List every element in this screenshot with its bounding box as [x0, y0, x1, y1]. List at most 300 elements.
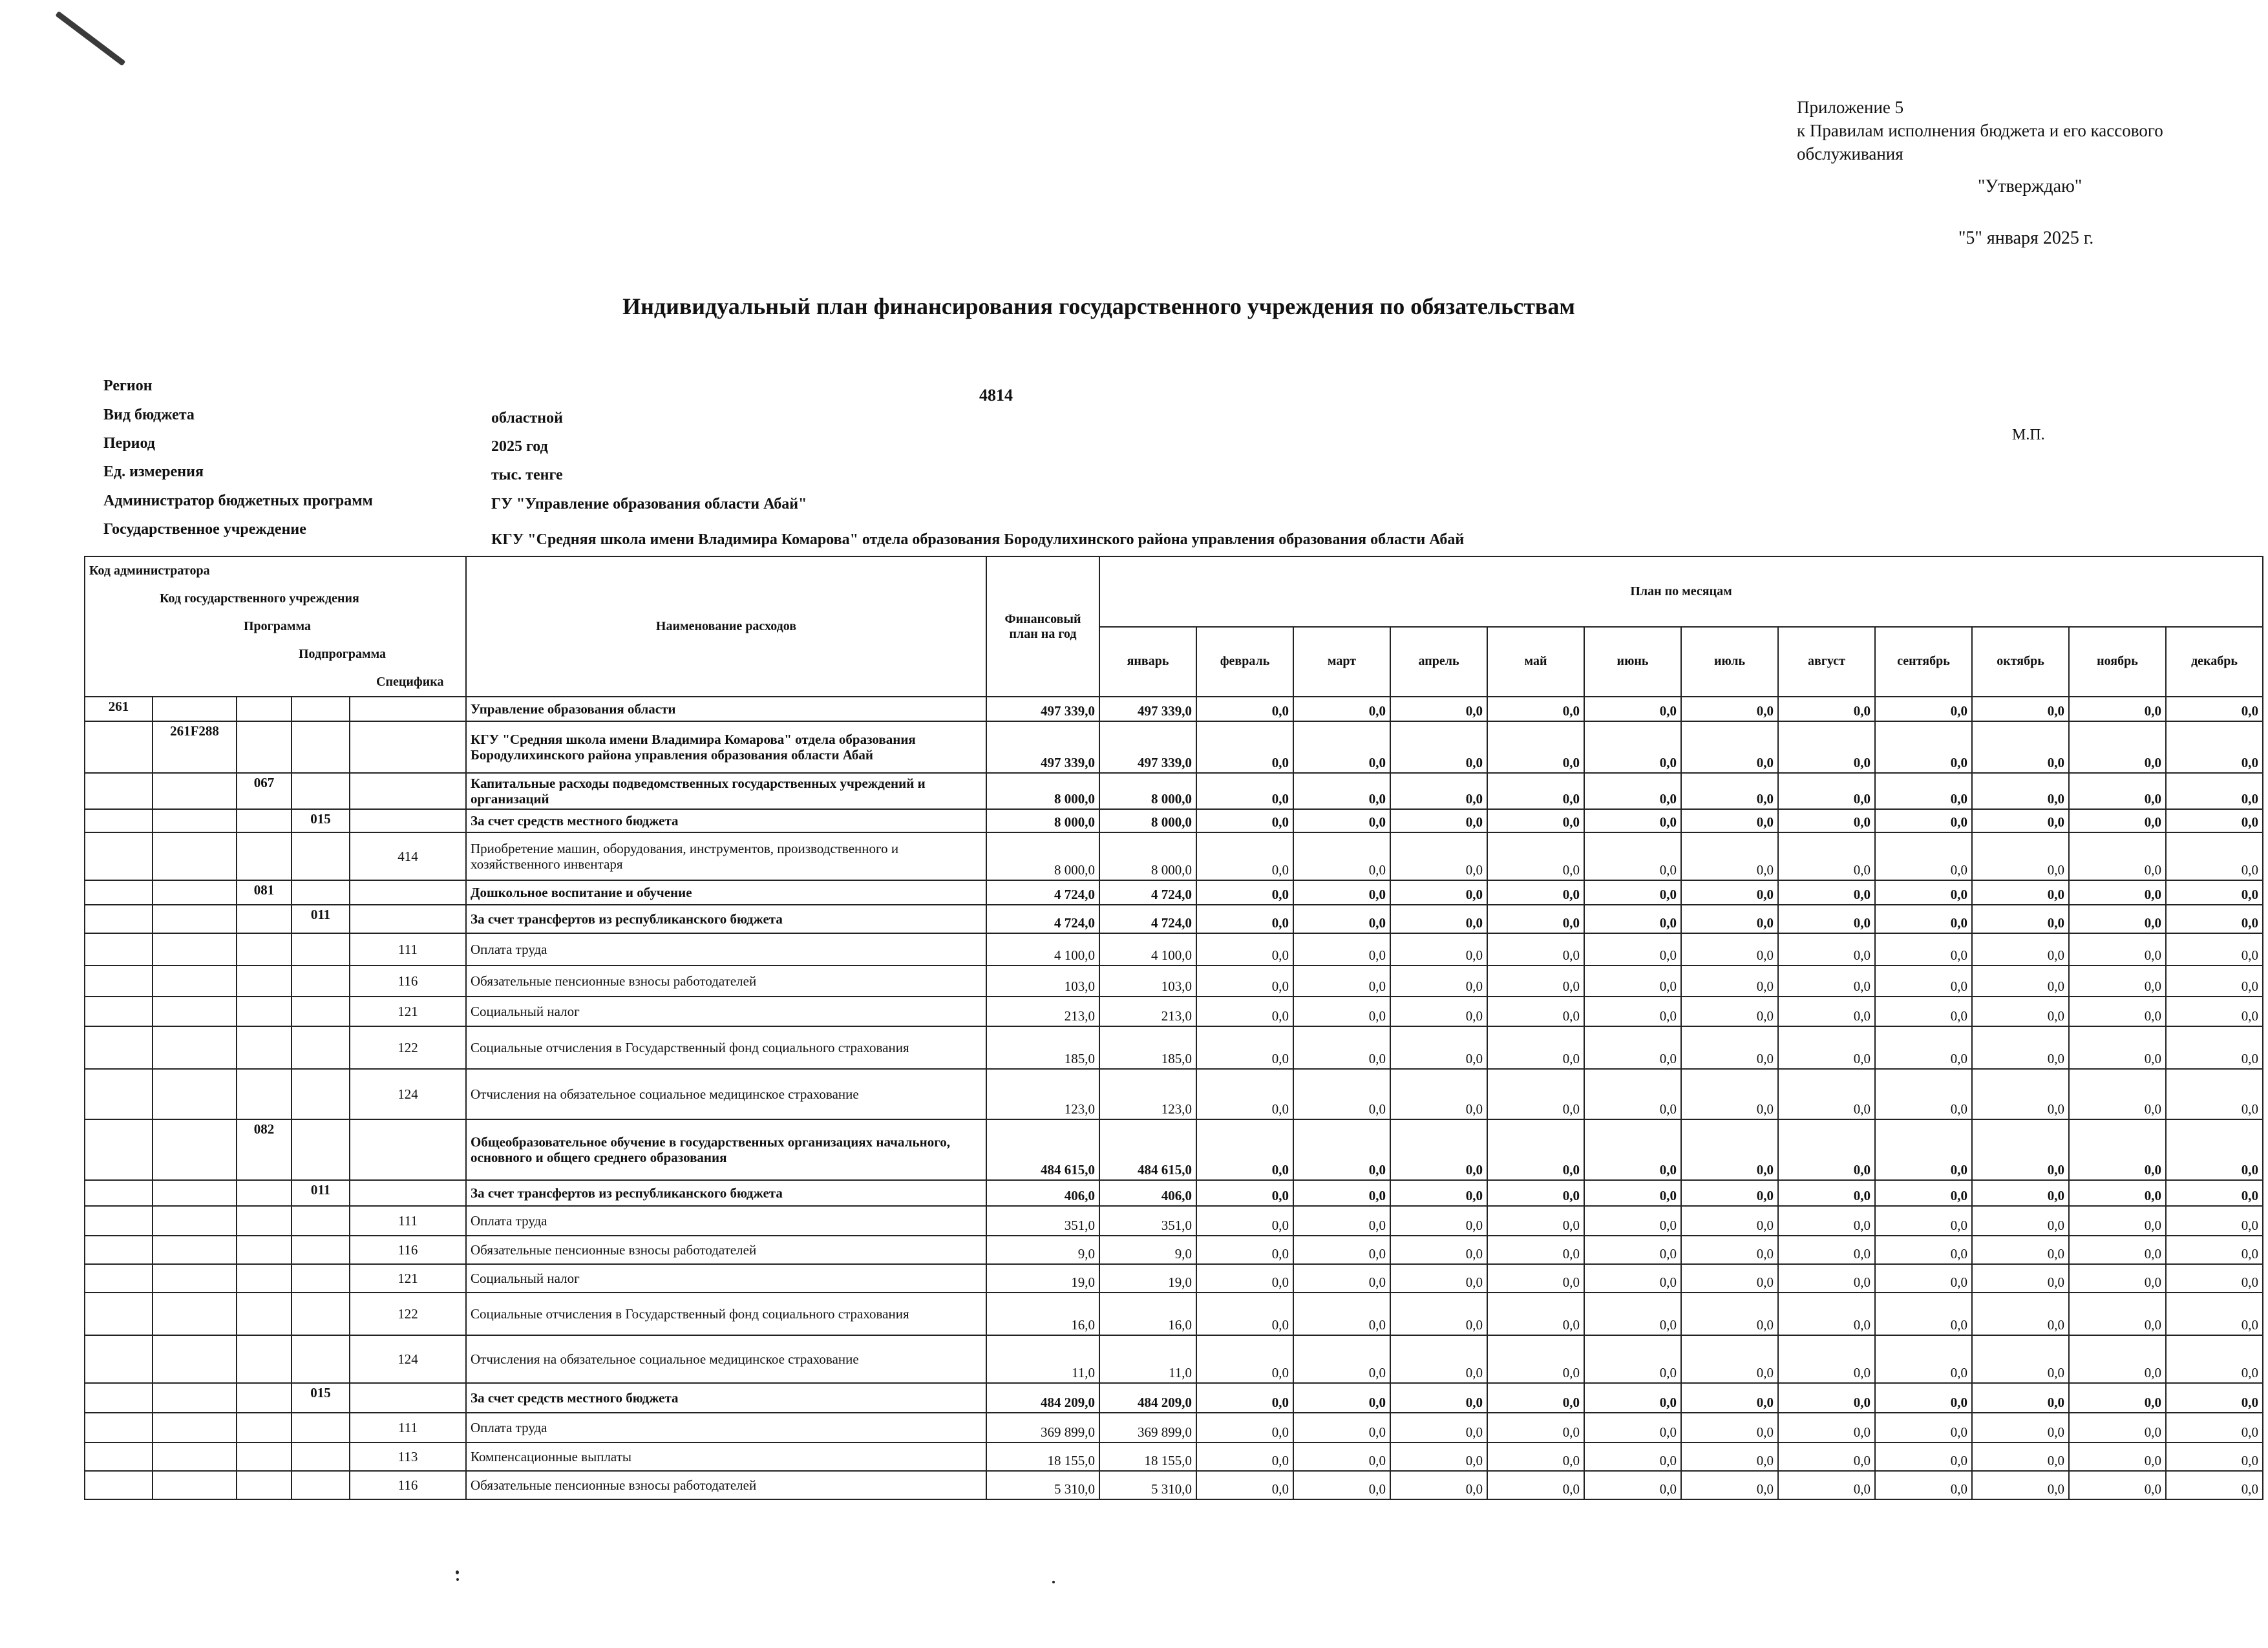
month-value: 0,0	[1778, 1264, 1875, 1293]
month-value-january: 5 310,0	[1099, 1471, 1196, 1499]
institution-code	[153, 1180, 237, 1206]
month-value: 0,0	[1196, 697, 1293, 721]
monthly-plan-header: План по месяцам	[1099, 556, 2263, 627]
month-value: 0,0	[1487, 1026, 1584, 1069]
month-value: 0,0	[1390, 1026, 1487, 1069]
month-value: 0,0	[1972, 721, 2069, 773]
month-value: 0,0	[1875, 1293, 1972, 1335]
institution-code	[153, 966, 237, 997]
month-value: 0,0	[2166, 905, 2263, 933]
month-value: 0,0	[1972, 1335, 2069, 1383]
month-value: 0,0	[1681, 905, 1778, 933]
month-value: 0,0	[1778, 832, 1875, 880]
month-value: 0,0	[1778, 697, 1875, 721]
month-value: 0,0	[2069, 1026, 2166, 1069]
unit-label: Ед. измерения	[103, 463, 204, 480]
institution-code	[153, 1383, 237, 1413]
month-header: август	[1778, 627, 1875, 697]
subprogram-code	[291, 1069, 350, 1119]
month-value: 0,0	[1681, 1236, 1778, 1264]
month-value: 0,0	[2166, 1413, 2263, 1442]
spec-code: 111	[350, 933, 466, 966]
month-value: 0,0	[2069, 933, 2166, 966]
month-value: 0,0	[1487, 1180, 1584, 1206]
month-value: 0,0	[1196, 1413, 1293, 1442]
annual-plan-value: 9,0	[986, 1236, 1099, 1264]
month-value: 0,0	[2166, 933, 2263, 966]
month-value: 0,0	[1875, 697, 1972, 721]
month-value: 0,0	[1390, 1335, 1487, 1383]
stamp-place: М.П.	[2012, 427, 2045, 443]
month-value: 0,0	[1778, 1026, 1875, 1069]
month-value: 0,0	[1293, 1236, 1390, 1264]
month-value: 0,0	[1584, 1442, 1681, 1471]
annual-plan-value: 8 000,0	[986, 832, 1099, 880]
month-value: 0,0	[1875, 880, 1972, 905]
institution-code	[153, 905, 237, 933]
month-value: 0,0	[1293, 1335, 1390, 1383]
table-row	[85, 933, 2263, 966]
annual-plan-value: 4 724,0	[986, 880, 1099, 905]
month-value: 0,0	[1390, 1442, 1487, 1471]
month-value: 0,0	[1972, 1413, 2069, 1442]
table-row	[85, 1293, 2263, 1335]
month-header: июнь	[1584, 627, 1681, 697]
month-value: 0,0	[1778, 933, 1875, 966]
month-value: 0,0	[1972, 1119, 2069, 1180]
month-value: 0,0	[1778, 809, 1875, 832]
spec-code	[350, 1383, 466, 1413]
subprogram-code	[291, 832, 350, 880]
month-value-january: 185,0	[1099, 1026, 1196, 1069]
table-row	[85, 809, 2263, 832]
table-row	[85, 1335, 2263, 1383]
month-value: 0,0	[1293, 1206, 1390, 1236]
month-value: 0,0	[1390, 1206, 1487, 1236]
month-value: 0,0	[2069, 1069, 2166, 1119]
spec-code	[350, 880, 466, 905]
month-value: 0,0	[1972, 809, 2069, 832]
institution-code	[153, 1026, 237, 1069]
month-value: 0,0	[1487, 1069, 1584, 1119]
annual-plan-value: 484 615,0	[986, 1119, 1099, 1180]
program-code	[237, 933, 291, 966]
table-row	[85, 721, 2263, 773]
month-value: 0,0	[1487, 933, 1584, 966]
month-value: 0,0	[1875, 1026, 1972, 1069]
month-value: 0,0	[2069, 1119, 2166, 1180]
month-value: 0,0	[1972, 905, 2069, 933]
month-value: 0,0	[2166, 1236, 2263, 1264]
appendix-note	[1797, 96, 2249, 165]
annual-plan-value: 123,0	[986, 1069, 1099, 1119]
month-value: 0,0	[1972, 773, 2069, 809]
month-value: 0,0	[1196, 880, 1293, 905]
admin-value: ГУ "Управление образования области Абай"	[491, 496, 807, 512]
expense-name: Социальный налог	[466, 997, 986, 1026]
month-value: 0,0	[1196, 933, 1293, 966]
month-value: 0,0	[1390, 721, 1487, 773]
subprogram-code	[291, 1471, 350, 1499]
spec-code: 116	[350, 966, 466, 997]
month-value: 0,0	[1196, 966, 1293, 997]
expense-name: Приобретение машин, оборудования, инструментов, производственного и хозяйственного инвентаря	[466, 832, 986, 880]
month-header: январь	[1099, 627, 1196, 697]
subprogram-code	[291, 966, 350, 997]
period-label: Период	[103, 435, 155, 452]
month-value: 0,0	[1875, 1206, 1972, 1236]
spec-code: 116	[350, 1471, 466, 1499]
month-value: 0,0	[2069, 880, 2166, 905]
program-code	[237, 1069, 291, 1119]
code-subprogram-header: Подпрограмма	[299, 647, 387, 661]
expense-name: Обязательные пенсионные взносы работодателей	[466, 966, 986, 997]
admin-code	[85, 721, 153, 773]
spec-code: 121	[350, 997, 466, 1026]
month-value: 0,0	[1584, 697, 1681, 721]
month-value: 0,0	[1487, 832, 1584, 880]
month-header: октябрь	[1972, 627, 2069, 697]
program-code	[237, 1236, 291, 1264]
month-value: 0,0	[2166, 1442, 2263, 1471]
month-value: 0,0	[2166, 832, 2263, 880]
annual-plan-value: 11,0	[986, 1335, 1099, 1383]
admin-code	[85, 1026, 153, 1069]
expense-name: Социальный налог	[466, 1264, 986, 1293]
month-value: 0,0	[1487, 1442, 1584, 1471]
month-value-january: 369 899,0	[1099, 1413, 1196, 1442]
month-value: 0,0	[1293, 773, 1390, 809]
subprogram-code	[291, 1236, 350, 1264]
institution-code	[153, 880, 237, 905]
table-row	[85, 880, 2263, 905]
month-value: 0,0	[1778, 1293, 1875, 1335]
month-value: 0,0	[1875, 997, 1972, 1026]
month-value: 0,0	[1196, 832, 1293, 880]
expense-name: КГУ "Средняя школа имени Владимира Комарова" отдела образования Бородулихинского района управления образования области Абай	[466, 721, 986, 773]
subprogram-code	[291, 933, 350, 966]
code-program-header: Программа	[244, 619, 311, 633]
month-value: 0,0	[1390, 880, 1487, 905]
expense-name: Капитальные расходы подведомственных государственных учреждений и организаций	[466, 773, 986, 809]
month-header: март	[1293, 627, 1390, 697]
month-value: 0,0	[1584, 1293, 1681, 1335]
month-value: 0,0	[1584, 773, 1681, 809]
month-value: 0,0	[1875, 1119, 1972, 1180]
month-value: 0,0	[1972, 1442, 2069, 1471]
month-value: 0,0	[1681, 1026, 1778, 1069]
month-value: 0,0	[1778, 1180, 1875, 1206]
month-value: 0,0	[1681, 1069, 1778, 1119]
expense-name: Обязательные пенсионные взносы работодателей	[466, 1236, 986, 1264]
month-value: 0,0	[1778, 1471, 1875, 1499]
month-value-january: 11,0	[1099, 1335, 1196, 1383]
admin-code	[85, 1442, 153, 1471]
month-value-january: 484 615,0	[1099, 1119, 1196, 1180]
institution-code	[153, 809, 237, 832]
month-value: 0,0	[1681, 1471, 1778, 1499]
month-value: 0,0	[1293, 697, 1390, 721]
table-row	[85, 1471, 2263, 1499]
scan-speck	[1052, 1581, 1055, 1583]
admin-code	[85, 1413, 153, 1442]
month-header: май	[1487, 627, 1584, 697]
month-value: 0,0	[2069, 773, 2166, 809]
admin-code	[85, 809, 153, 832]
subprogram-code	[291, 721, 350, 773]
expense-name: Отчисления на обязательное социальное медицинское страхование	[466, 1069, 986, 1119]
month-value: 0,0	[1681, 966, 1778, 997]
program-code: 082	[237, 1119, 291, 1180]
month-value: 0,0	[1390, 997, 1487, 1026]
institution-code	[153, 1264, 237, 1293]
name-header: Наименование расходов	[466, 556, 986, 697]
month-value: 0,0	[1293, 1471, 1390, 1499]
month-value: 0,0	[1487, 697, 1584, 721]
month-value: 0,0	[1487, 966, 1584, 997]
institution-code	[153, 997, 237, 1026]
month-value: 0,0	[1584, 1471, 1681, 1499]
spec-code	[350, 773, 466, 809]
month-value: 0,0	[1487, 809, 1584, 832]
spec-code	[350, 905, 466, 933]
institution-code	[153, 1471, 237, 1499]
month-value-january: 8 000,0	[1099, 809, 1196, 832]
spec-code: 113	[350, 1442, 466, 1471]
program-code	[237, 809, 291, 832]
month-value: 0,0	[1196, 997, 1293, 1026]
month-value: 0,0	[1681, 773, 1778, 809]
month-value: 0,0	[1584, 809, 1681, 832]
subprogram-code	[291, 773, 350, 809]
month-value: 0,0	[1875, 809, 1972, 832]
month-value: 0,0	[1681, 1264, 1778, 1293]
month-value: 0,0	[1487, 1413, 1584, 1442]
spec-code: 414	[350, 832, 466, 880]
program-code	[237, 966, 291, 997]
spec-code: 116	[350, 1236, 466, 1264]
expense-name: Социальные отчисления в Государственный фонд социального страхования	[466, 1293, 986, 1335]
subprogram-code	[291, 697, 350, 721]
month-value: 0,0	[1293, 880, 1390, 905]
annual-plan-value: 213,0	[986, 997, 1099, 1026]
annual-plan-value: 351,0	[986, 1206, 1099, 1236]
month-value: 0,0	[2069, 905, 2166, 933]
month-value: 0,0	[1875, 1442, 1972, 1471]
code-institution-header: Код государственного учреждения	[160, 591, 359, 606]
table-row	[85, 832, 2263, 880]
spec-code: 122	[350, 1026, 466, 1069]
month-value: 0,0	[2166, 773, 2263, 809]
admin-code	[85, 905, 153, 933]
month-value: 0,0	[1681, 832, 1778, 880]
month-value: 0,0	[2069, 721, 2166, 773]
program-code	[237, 997, 291, 1026]
month-value: 0,0	[1293, 1264, 1390, 1293]
month-value: 0,0	[2069, 809, 2166, 832]
month-value: 0,0	[2069, 832, 2166, 880]
scan-speck	[456, 1578, 459, 1581]
month-value: 0,0	[2166, 966, 2263, 997]
admin-code	[85, 966, 153, 997]
institution-code	[153, 773, 237, 809]
program-code	[237, 832, 291, 880]
spec-code	[350, 697, 466, 721]
spec-code: 111	[350, 1206, 466, 1236]
table-row	[85, 966, 2263, 997]
month-value: 0,0	[1584, 997, 1681, 1026]
program-code	[237, 1180, 291, 1206]
month-value: 0,0	[1196, 1236, 1293, 1264]
expense-name: Обязательные пенсионные взносы работодателей	[466, 1471, 986, 1499]
subprogram-code	[291, 1442, 350, 1471]
expense-name: Оплата труда	[466, 933, 986, 966]
program-code	[237, 1383, 291, 1413]
month-value: 0,0	[1196, 1069, 1293, 1119]
month-value: 0,0	[1487, 997, 1584, 1026]
month-value: 0,0	[1584, 1264, 1681, 1293]
month-value: 0,0	[2166, 1293, 2263, 1335]
annual-plan-value: 185,0	[986, 1026, 1099, 1069]
month-value: 0,0	[1875, 1180, 1972, 1206]
institution-code	[153, 1069, 237, 1119]
month-header: апрель	[1390, 627, 1487, 697]
month-value: 0,0	[1196, 1442, 1293, 1471]
month-value: 0,0	[1293, 832, 1390, 880]
month-value: 0,0	[1778, 1335, 1875, 1383]
month-value: 0,0	[1972, 1026, 2069, 1069]
month-value: 0,0	[1196, 773, 1293, 809]
month-value: 0,0	[1390, 1236, 1487, 1264]
subprogram-code: 015	[291, 1383, 350, 1413]
month-value: 0,0	[1875, 1069, 1972, 1119]
month-value: 0,0	[1487, 905, 1584, 933]
institution-code	[153, 1413, 237, 1442]
month-value: 0,0	[1875, 1236, 1972, 1264]
month-value: 0,0	[1584, 721, 1681, 773]
month-value: 0,0	[1875, 773, 1972, 809]
month-value: 0,0	[1778, 1206, 1875, 1236]
month-value: 0,0	[1972, 1471, 2069, 1499]
admin-code	[85, 997, 153, 1026]
code-admin-header: Код администратора	[89, 564, 210, 578]
month-value: 0,0	[1487, 721, 1584, 773]
expense-name: За счет трансфертов из республиканского бюджета	[466, 905, 986, 933]
annual-plan-value: 8 000,0	[986, 809, 1099, 832]
program-code	[237, 697, 291, 721]
program-code	[237, 1442, 291, 1471]
annual-plan-value: 18 155,0	[986, 1442, 1099, 1471]
expense-name: За счет средств местного бюджета	[466, 1383, 986, 1413]
month-value: 0,0	[1972, 1383, 2069, 1413]
month-value: 0,0	[1487, 773, 1584, 809]
fin-plan-header: Финансовый план на год	[986, 556, 1099, 697]
annual-plan-value: 369 899,0	[986, 1413, 1099, 1442]
month-value: 0,0	[2166, 1026, 2263, 1069]
month-value: 0,0	[1196, 1026, 1293, 1069]
table-row	[85, 773, 2263, 809]
month-value: 0,0	[1390, 933, 1487, 966]
month-value: 0,0	[1584, 880, 1681, 905]
program-code	[237, 1293, 291, 1335]
month-value: 0,0	[1584, 1119, 1681, 1180]
month-value: 0,0	[1487, 1264, 1584, 1293]
month-value: 0,0	[1681, 1442, 1778, 1471]
institution-code	[153, 1293, 237, 1335]
expense-name: Дошкольное воспитание и обучение	[466, 880, 986, 905]
approve-date: "5" января 2025 г.	[1958, 228, 2094, 248]
admin-code	[85, 1119, 153, 1180]
annual-plan-value: 497 339,0	[986, 721, 1099, 773]
month-value: 0,0	[1972, 697, 2069, 721]
subprogram-code	[291, 1119, 350, 1180]
month-value: 0,0	[1390, 1264, 1487, 1293]
month-value: 0,0	[1487, 1119, 1584, 1180]
institution-code	[153, 832, 237, 880]
approve-label: "Утверждаю"	[1978, 176, 2083, 196]
month-value: 0,0	[1196, 1180, 1293, 1206]
month-value: 0,0	[2069, 1236, 2166, 1264]
subprogram-code	[291, 1413, 350, 1442]
month-value: 0,0	[1390, 832, 1487, 880]
subprogram-code	[291, 1206, 350, 1236]
month-value: 0,0	[1972, 1069, 2069, 1119]
month-value-january: 123,0	[1099, 1069, 1196, 1119]
month-value: 0,0	[1584, 1180, 1681, 1206]
table-row	[85, 1206, 2263, 1236]
annual-plan-value: 8 000,0	[986, 773, 1099, 809]
month-value: 0,0	[1293, 1026, 1390, 1069]
spec-code: 121	[350, 1264, 466, 1293]
month-value: 0,0	[1972, 966, 2069, 997]
expense-name: Компенсационные выплаты	[466, 1442, 986, 1471]
program-code	[237, 1206, 291, 1236]
month-value-january: 4 724,0	[1099, 905, 1196, 933]
month-value: 0,0	[2069, 1471, 2166, 1499]
month-value: 0,0	[1681, 1335, 1778, 1383]
expense-name: За счет трансфертов из республиканского бюджета	[466, 1180, 986, 1206]
month-value: 0,0	[1875, 1335, 1972, 1383]
month-value: 0,0	[2166, 880, 2263, 905]
region-label: Регион	[103, 377, 153, 394]
month-value: 0,0	[1390, 966, 1487, 997]
month-value: 0,0	[2069, 1413, 2166, 1442]
month-value: 0,0	[1681, 809, 1778, 832]
month-value: 0,0	[1293, 1442, 1390, 1471]
month-value: 0,0	[2166, 697, 2263, 721]
month-value: 0,0	[1584, 1413, 1681, 1442]
month-value: 0,0	[1875, 1413, 1972, 1442]
month-header: февраль	[1196, 627, 1293, 697]
month-value: 0,0	[1584, 1383, 1681, 1413]
month-value: 0,0	[1972, 880, 2069, 905]
month-value: 0,0	[1390, 1119, 1487, 1180]
period-value: 2025 год	[491, 438, 548, 455]
admin-code: 261	[85, 697, 153, 721]
table-row	[85, 1069, 2263, 1119]
month-header: сентябрь	[1875, 627, 1972, 697]
month-value: 0,0	[1390, 1180, 1487, 1206]
subprogram-code	[291, 1335, 350, 1383]
table-row	[85, 1264, 2263, 1293]
month-value: 0,0	[2069, 1383, 2166, 1413]
expense-name: Оплата труда	[466, 1413, 986, 1442]
month-value: 0,0	[1293, 905, 1390, 933]
table-row	[85, 697, 2263, 721]
month-value: 0,0	[1487, 1293, 1584, 1335]
table-row	[85, 1119, 2263, 1180]
month-value: 0,0	[2069, 1442, 2166, 1471]
